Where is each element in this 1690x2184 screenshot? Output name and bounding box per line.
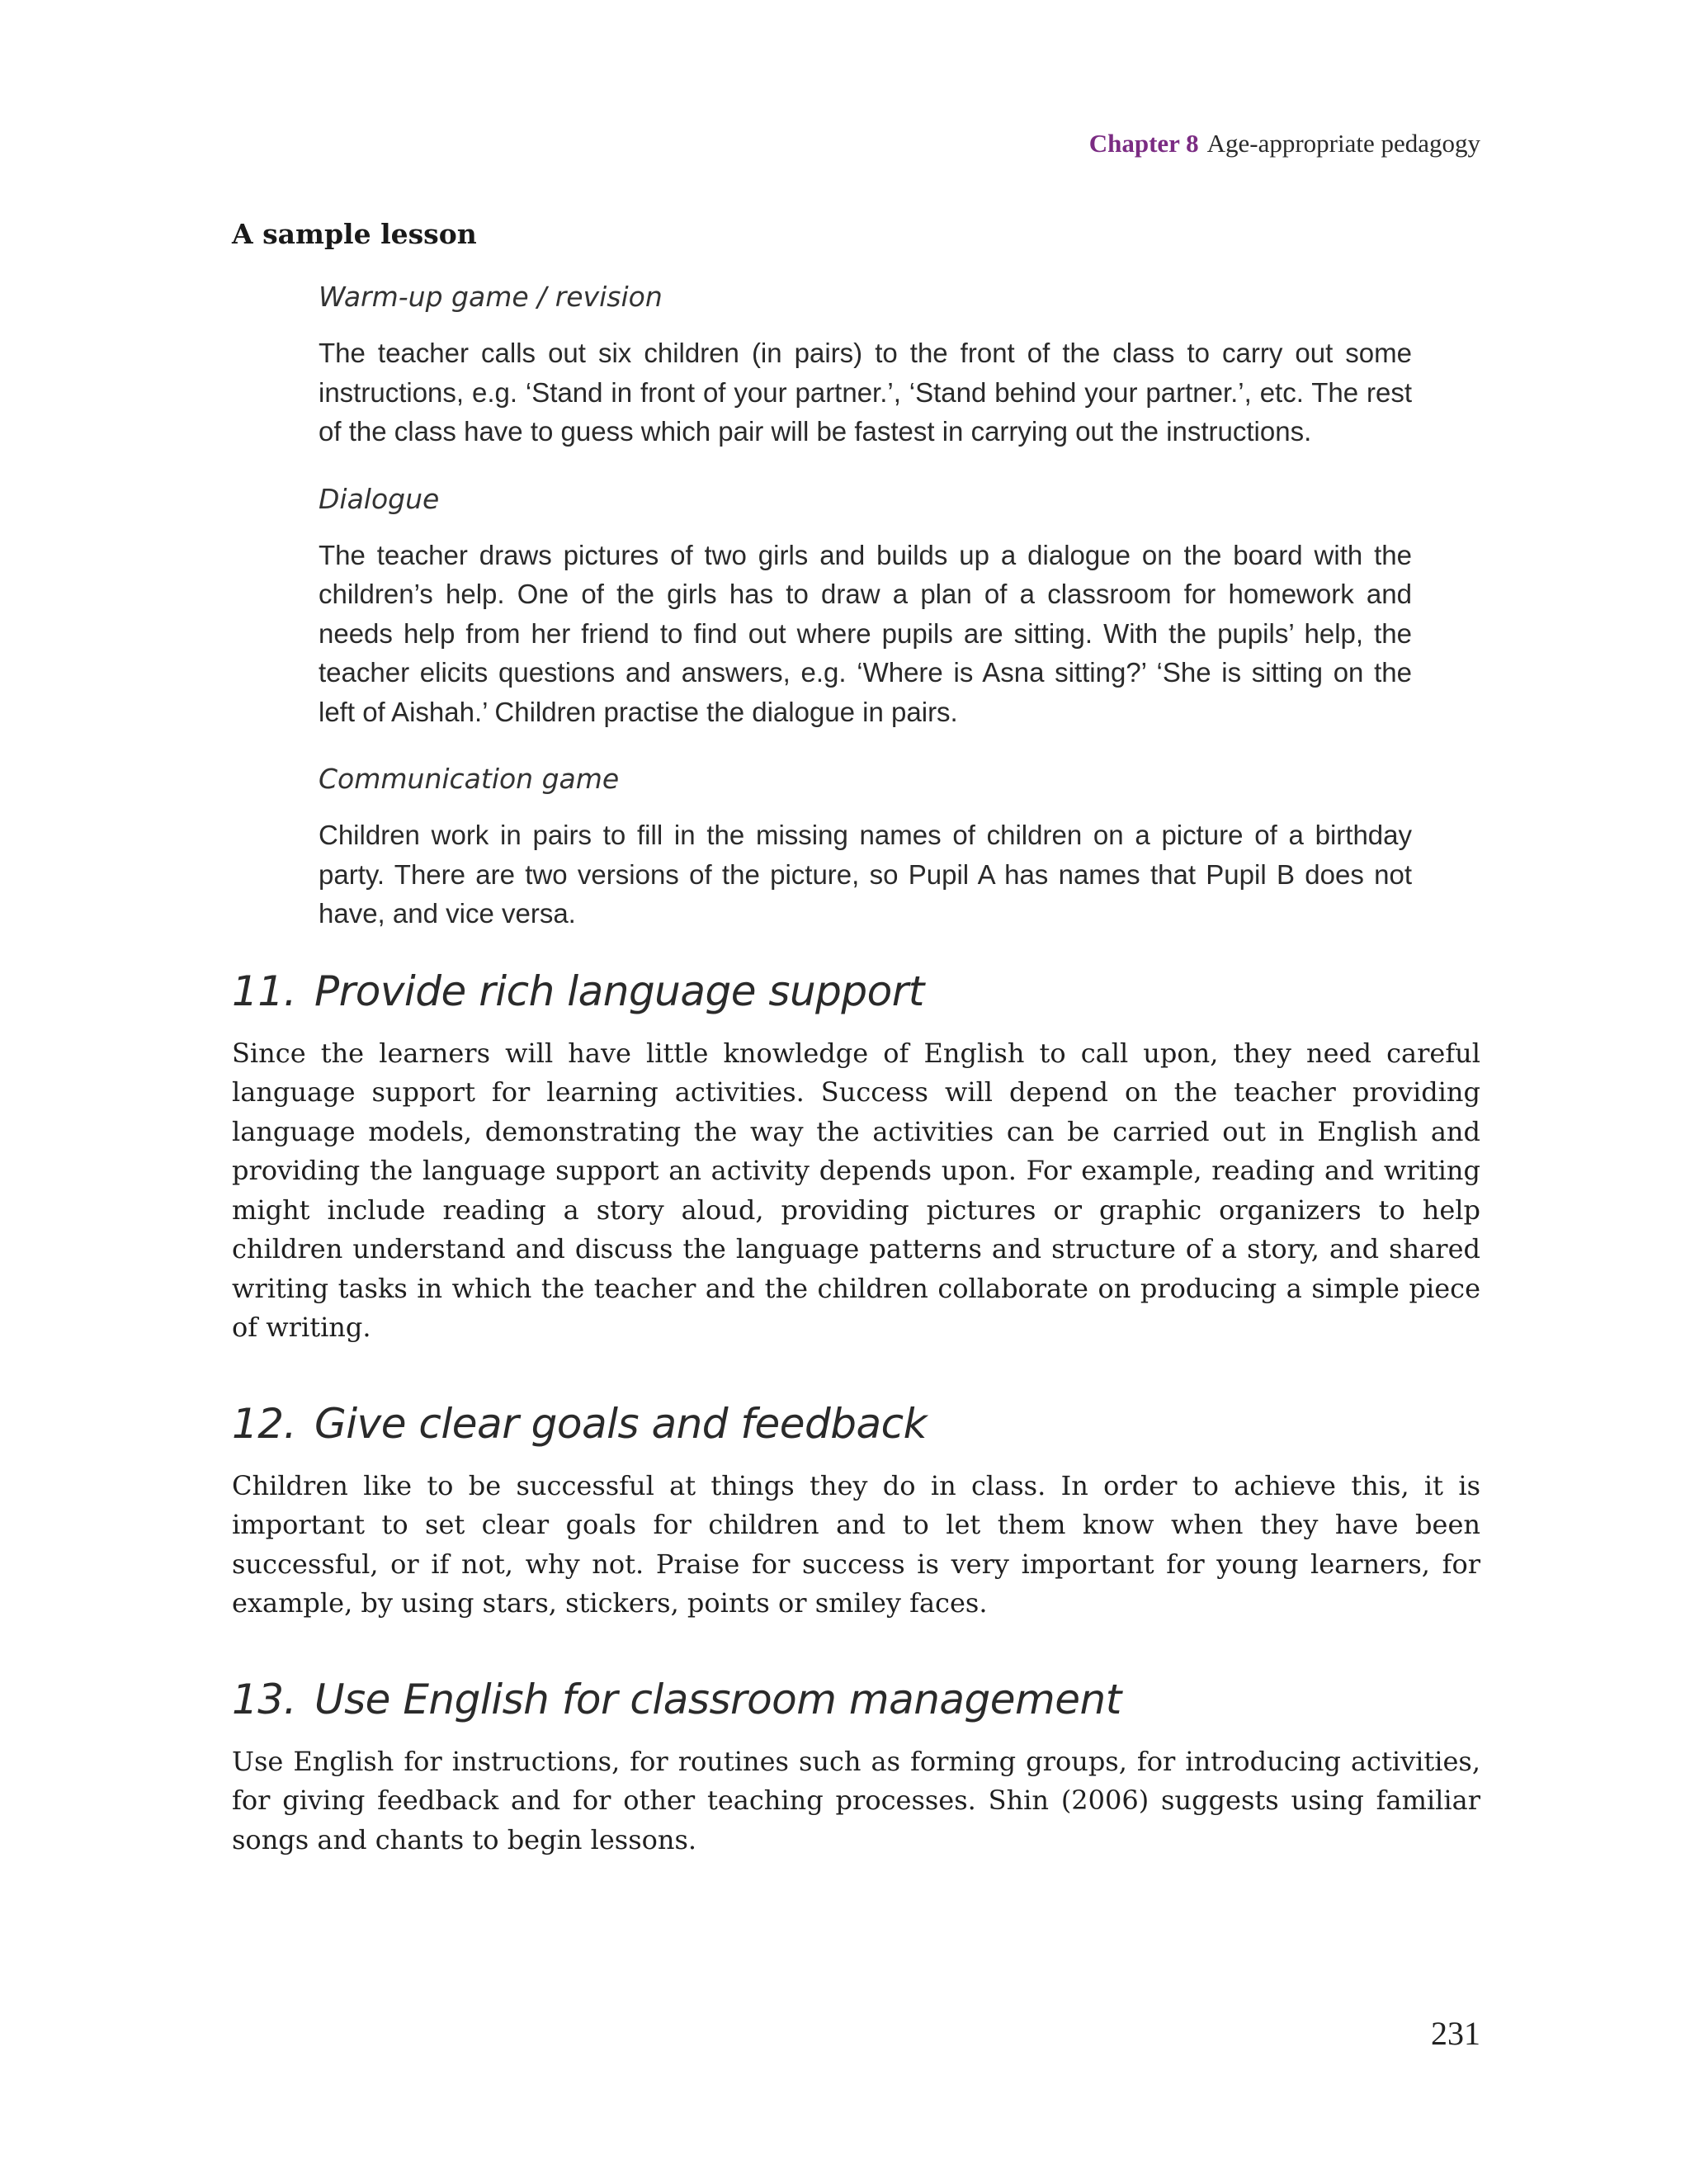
- section-heading-11: [232, 967, 1480, 1016]
- part-title-communication: Communication game: [319, 763, 620, 795]
- page-number: 231: [1431, 2015, 1480, 2052]
- section-number: 11.: [232, 967, 297, 1015]
- part-text-communication: Children work in pairs to fill in the missing names of children on a picture of a birthday party. There are two versions of the picture, so Pupil A has names that Pupil B does not have, and vice versa.: [319, 820, 1412, 929]
- section-text-12: Children like to be successful at things they do in class. In order to achieve this, it is important to set clear goals for children and to let them know when they have been successful, or if not, why not. Praise for success is very important for young learners, for example, by using stars, stickers, points or smiley faces.: [232, 1469, 1480, 1619]
- part-title-dialogue: Dialogue: [319, 482, 440, 515]
- part-text-dialogue: The teacher draws pictures of two girls and builds up a dialogue on the board with the children’s help. One of the girls has to draw a plan of a classroom for homework and needs help from her friend to find out where pupils are sitting. With the pupils’ help, the teacher elicits questions and answers, e.g. ‘Where is Asna sitting?’ ‘She is sitting on the left of Aishah.’ Children practise the dialogue in pairs.: [319, 539, 1412, 727]
- section-number: 12.: [232, 1399, 297, 1448]
- section-title: Provide rich language support: [314, 967, 924, 1015]
- section-title: Give clear goals and feedback: [314, 1399, 928, 1448]
- part-title-warmup: Warm-up game / revision: [319, 281, 663, 313]
- section-number: 13.: [232, 1675, 297, 1723]
- chapter-title: Age-appropriate pedagogy: [1206, 129, 1480, 158]
- section-heading-13: [232, 1675, 1480, 1724]
- chapter-label: Chapter 8: [1088, 129, 1199, 158]
- section-heading-12: [232, 1399, 1480, 1449]
- section-text-11: Since the learners will have little knowledge of English to call upon, they need careful language support for learning activities. Success will depend on the teacher providing language models, demonstrating the way the activities can be carried out in English and providing the language support an activity depends upon. For example, reading and writing might include reading a story aloud, providing pictures or graphic organizers to help children understand and discuss the language patterns and structure of a story, and shared writing tasks in which the teacher and the children collaborate on producing a simple piece of writing.: [232, 1037, 1480, 1343]
- section-title: Use English for classroom management: [314, 1675, 1121, 1723]
- running-head: [1089, 129, 1480, 158]
- page-content: [232, 216, 1480, 1911]
- section-text-13: Use English for instructions, for routines such as forming groups, for introducing activities, for giving feedback and for other teaching processes. Shin (2006) suggests using familiar songs and chants to begin lessons.: [232, 1745, 1480, 1855]
- sample-lesson-box: [319, 279, 1412, 934]
- sample-lesson-heading: A sample lesson: [232, 218, 477, 250]
- part-text-warmup: The teacher calls out six children (in pairs) to the front of the class to carry out some instructions, e.g. ‘Stand in front of your partner.’, ‘Stand behind your partner.’, etc. The rest of the class have to guess which pair will be fastest in carrying out the instructions.: [319, 338, 1412, 447]
